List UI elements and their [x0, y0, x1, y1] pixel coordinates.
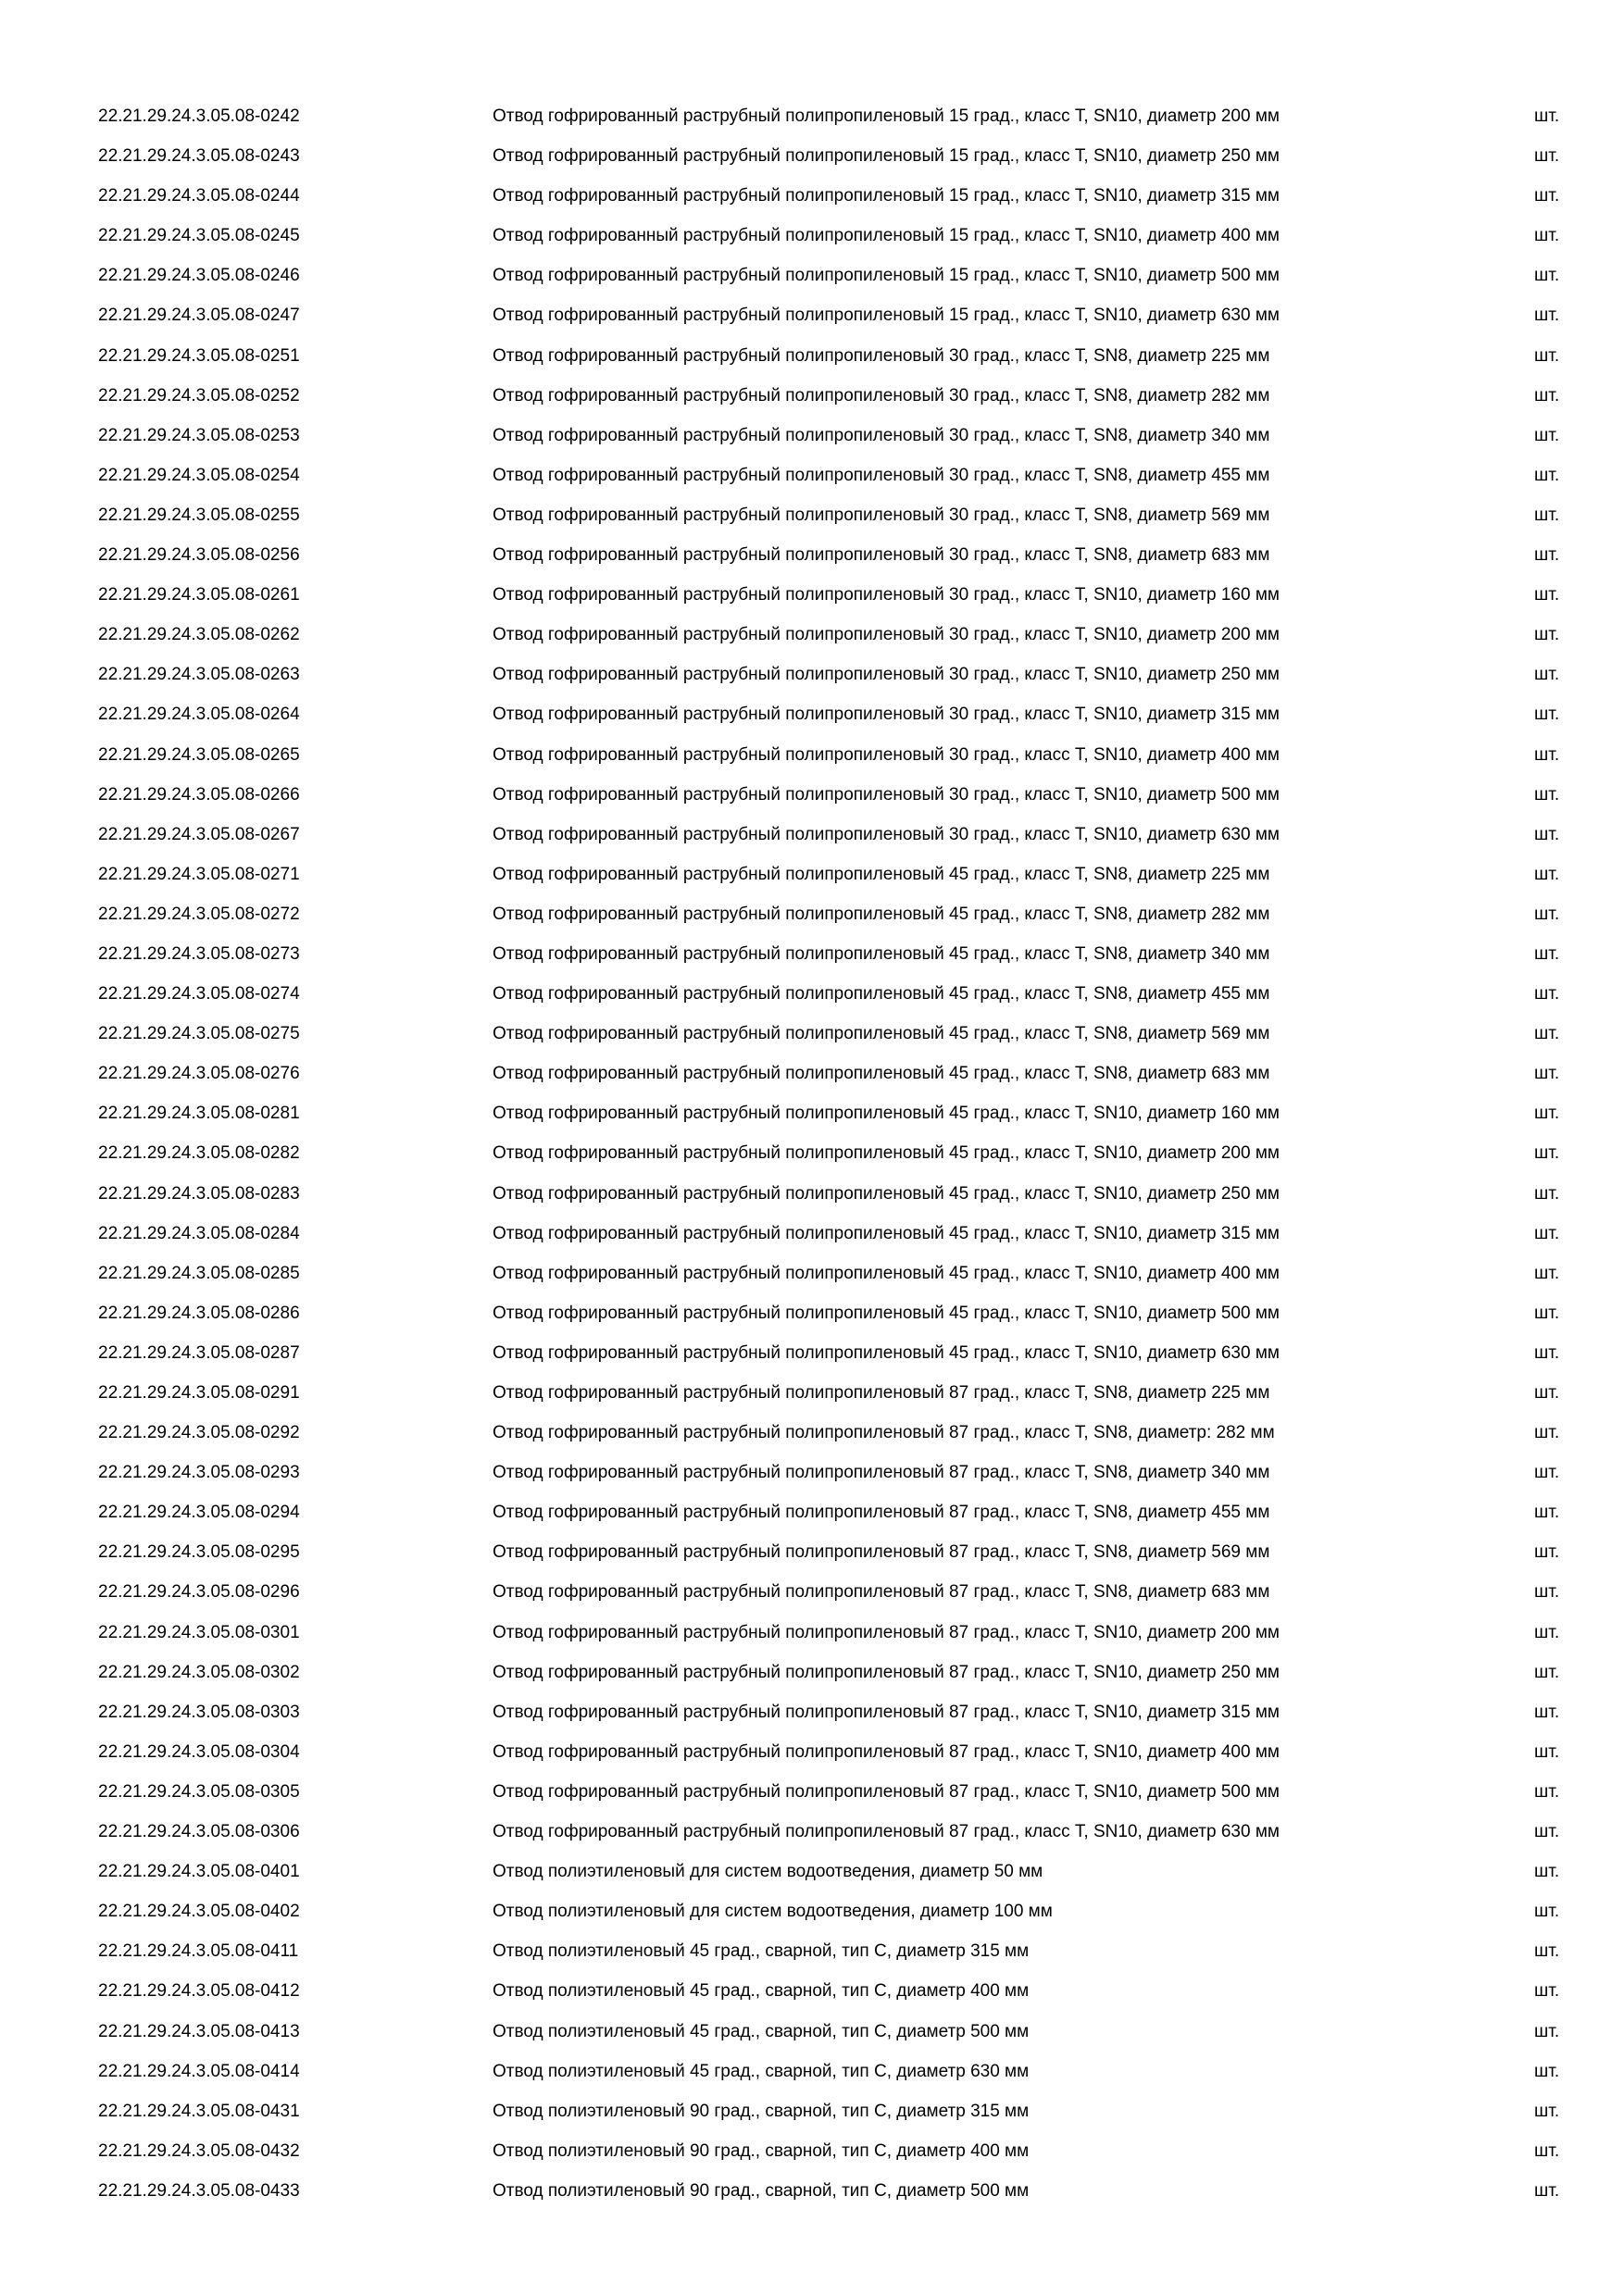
item-name: Отвод гофрированный раструбный полипропиленовый 30 град., класс Т, SN10, диаметр 250 мм [493, 665, 1280, 685]
item-name: Отвод гофрированный раструбный полипропиленовый 30 град., класс Т, SN10, диаметр 200 мм [493, 625, 1280, 645]
item-unit: шт. [1534, 2180, 1560, 2201]
item-name: Отвод гофрированный раструбный полипропиленовый 45 град., класс Т, SN10, диаметр 160 мм [493, 1104, 1280, 1124]
item-unit: шт. [1534, 1223, 1560, 1243]
table-row [98, 2141, 1580, 2181]
item-code: 22.21.29.24.3.05.08-0285 [98, 1263, 300, 1283]
item-name: Отвод гофрированный раструбный полипропиленовый 87 град., класс Т, SN10, диаметр 315 мм [493, 1702, 1280, 1722]
item-code: 22.21.29.24.3.05.08-0412 [98, 1981, 300, 2002]
item-code: 22.21.29.24.3.05.08-0301 [98, 1622, 300, 1642]
item-code: 22.21.29.24.3.05.08-0292 [98, 1423, 300, 1443]
item-name: Отвод гофрированный раструбный полипропиленовый 87 град., класс Т, SN8, диаметр 569 мм [493, 1542, 1270, 1563]
item-unit: шт. [1534, 1902, 1560, 1922]
table-row [98, 1902, 1580, 1941]
item-code: 22.21.29.24.3.05.08-0273 [98, 943, 300, 964]
table-row [98, 346, 1580, 386]
item-unit: шт. [1534, 585, 1560, 605]
item-unit: шт. [1534, 1862, 1560, 1882]
item-code: 22.21.29.24.3.05.08-0291 [98, 1383, 300, 1403]
table-row [98, 1423, 1580, 1463]
table-row [98, 1822, 1580, 1862]
item-unit: шт. [1534, 106, 1560, 126]
table-row [98, 386, 1580, 426]
item-code: 22.21.29.24.3.05.08-0401 [98, 1862, 300, 1882]
item-unit: шт. [1534, 1542, 1560, 1563]
table-row [98, 585, 1580, 625]
item-unit: шт. [1534, 864, 1560, 884]
item-name: Отвод полиэтиленовый для систем водоотведения, диаметр 50 мм [493, 1862, 1043, 1882]
item-code: 22.21.29.24.3.05.08-0243 [98, 146, 300, 167]
item-code: 22.21.29.24.3.05.08-0293 [98, 1463, 300, 1483]
item-unit: шт. [1534, 1702, 1560, 1722]
item-name: Отвод гофрированный раструбный полипропиленовый 87 град., класс Т, SN8, диаметр 340 мм [493, 1463, 1270, 1483]
item-unit: шт. [1534, 665, 1560, 685]
item-code: 22.21.29.24.3.05.08-0402 [98, 1902, 300, 1922]
item-unit: шт. [1534, 186, 1560, 206]
item-code: 22.21.29.24.3.05.08-0271 [98, 864, 300, 884]
item-code: 22.21.29.24.3.05.08-0282 [98, 1143, 300, 1164]
item-name: Отвод полиэтиленовый 90 град., сварной, тип С, диаметр 400 мм [493, 2140, 1030, 2161]
item-code: 22.21.29.24.3.05.08-0265 [98, 744, 300, 765]
item-name: Отвод гофрированный раструбный полипропиленовый 45 град., класс Т, SN8, диаметр 569 мм [493, 1024, 1270, 1044]
table-row [98, 1703, 1580, 1742]
item-name: Отвод гофрированный раструбный полипропиленовый 15 град., класс Т, SN10, диаметр 630 мм [493, 306, 1280, 326]
table-row [98, 1663, 1580, 1703]
table-row [98, 1742, 1580, 1782]
table-row [98, 1383, 1580, 1423]
item-code: 22.21.29.24.3.05.08-0246 [98, 266, 300, 286]
table-row [98, 1623, 1580, 1663]
table-row [98, 2102, 1580, 2141]
table-row [98, 106, 1580, 146]
item-unit: шт. [1534, 1822, 1560, 1842]
table-row [98, 905, 1580, 944]
item-unit: шт. [1534, 1183, 1560, 1204]
item-name: Отвод гофрированный раструбный полипропиленовый 15 град., класс Т, SN10, диаметр 315 мм [493, 186, 1280, 206]
item-code: 22.21.29.24.3.05.08-0304 [98, 1741, 300, 1762]
item-unit: шт. [1534, 1263, 1560, 1283]
item-code: 22.21.29.24.3.05.08-0296 [98, 1582, 300, 1603]
item-name: Отвод гофрированный раструбный полипропиленовый 45 град., класс Т, SN8, диаметр 455 мм [493, 984, 1270, 1004]
item-code: 22.21.29.24.3.05.08-0244 [98, 186, 300, 206]
item-unit: шт. [1534, 2021, 1560, 2041]
item-name: Отвод гофрированный раструбный полипропиленовый 87 град., класс Т, SN8, диаметр: 282 мм [493, 1423, 1275, 1443]
item-name: Отвод гофрированный раструбный полипропиленовый 87 град., класс Т, SN10, диаметр 400 мм [493, 1741, 1280, 1762]
table-row [98, 1941, 1580, 1981]
item-name: Отвод гофрированный раструбный полипропиленовый 30 град., класс Т, SN8, диаметр 340 мм [493, 425, 1270, 445]
item-name: Отвод гофрированный раструбный полипропиленовый 15 град., класс Т, SN10, диаметр 500 мм [493, 266, 1280, 286]
item-unit: шт. [1534, 625, 1560, 645]
table-row [98, 705, 1580, 744]
table-row [98, 1582, 1580, 1622]
item-name: Отвод полиэтиленовый 45 град., сварной, тип С, диаметр 400 мм [493, 1981, 1030, 2002]
item-name: Отвод гофрированный раструбный полипропиленовый 87 град., класс Т, SN8, диаметр 683 мм [493, 1582, 1270, 1603]
item-unit: шт. [1534, 2061, 1560, 2081]
item-name: Отвод гофрированный раструбный полипропиленовый 45 град., класс Т, SN8, диаметр 683 мм [493, 1064, 1270, 1084]
item-code: 22.21.29.24.3.05.08-0302 [98, 1662, 300, 1682]
item-code: 22.21.29.24.3.05.08-0274 [98, 984, 300, 1004]
item-name: Отвод гофрированный раструбный полипропиленовый 87 град., класс Т, SN10, диаметр 250 мм [493, 1662, 1280, 1682]
item-code: 22.21.29.24.3.05.08-0414 [98, 2061, 300, 2081]
item-name: Отвод гофрированный раструбный полипропиленовый 45 град., класс Т, SN8, диаметр 225 мм [493, 864, 1270, 884]
item-name: Отвод гофрированный раструбный полипропиленовый 30 град., класс Т, SN8, диаметр 225 мм [493, 345, 1270, 366]
item-code: 22.21.29.24.3.05.08-0255 [98, 505, 300, 525]
table-row [98, 625, 1580, 665]
item-unit: шт. [1534, 1941, 1560, 1962]
table-row [98, 2181, 1580, 2221]
table-row [98, 266, 1580, 306]
item-unit: шт. [1534, 1622, 1560, 1642]
item-name: Отвод гофрированный раструбный полипропиленовый 87 град., класс Т, SN8, диаметр 455 мм [493, 1503, 1270, 1523]
table-row [98, 1143, 1580, 1183]
item-name: Отвод полиэтиленовый 45 град., сварной, тип С, диаметр 500 мм [493, 2021, 1030, 2041]
item-unit: шт. [1534, 1981, 1560, 2002]
item-name: Отвод гофрированный раструбный полипропиленовый 15 град., класс Т, SN10, диаметр 400 мм [493, 226, 1280, 246]
item-name: Отвод гофрированный раструбный полипропиленовый 45 град., класс Т, SN10, диаметр 200 мм [493, 1143, 1280, 1164]
item-code: 22.21.29.24.3.05.08-0272 [98, 904, 300, 924]
item-unit: шт. [1534, 465, 1560, 485]
item-unit: шт. [1534, 425, 1560, 445]
item-unit: шт. [1534, 1383, 1560, 1403]
item-name: Отвод гофрированный раструбный полипропиленовый 15 град., класс Т, SN10, диаметр 250 мм [493, 146, 1280, 167]
item-unit: шт. [1534, 505, 1560, 525]
item-code: 22.21.29.24.3.05.08-0261 [98, 585, 300, 605]
table-row [98, 1862, 1580, 1902]
item-unit: шт. [1534, 1781, 1560, 1802]
item-code: 22.21.29.24.3.05.08-0283 [98, 1183, 300, 1204]
item-unit: шт. [1534, 1662, 1560, 1682]
item-unit: шт. [1534, 266, 1560, 286]
item-code: 22.21.29.24.3.05.08-0281 [98, 1104, 300, 1124]
table-row [98, 865, 1580, 905]
table-row [98, 2062, 1580, 2102]
table-row [98, 186, 1580, 226]
item-name: Отвод гофрированный раструбный полипропиленовый 87 град., класс Т, SN10, диаметр 630 мм [493, 1822, 1280, 1842]
item-unit: шт. [1534, 1582, 1560, 1603]
item-name: Отвод гофрированный раструбный полипропиленовый 15 град., класс Т, SN10, диаметр 200 мм [493, 106, 1280, 126]
item-name: Отвод гофрированный раструбный полипропиленовый 30 град., класс Т, SN8, диаметр 455 мм [493, 465, 1270, 485]
item-code: 22.21.29.24.3.05.08-0252 [98, 385, 300, 406]
table-row [98, 1503, 1580, 1542]
item-unit: шт. [1534, 1741, 1560, 1762]
item-unit: шт. [1534, 1423, 1560, 1443]
table-row [98, 1224, 1580, 1264]
item-code: 22.21.29.24.3.05.08-0432 [98, 2140, 300, 2161]
table-row [98, 1064, 1580, 1104]
table-row [98, 545, 1580, 585]
item-code: 22.21.29.24.3.05.08-0287 [98, 1342, 300, 1363]
item-unit: шт. [1534, 984, 1560, 1004]
item-code: 22.21.29.24.3.05.08-0247 [98, 306, 300, 326]
item-name: Отвод гофрированный раструбный полипропиленовый 30 град., класс Т, SN10, диаметр 160 мм [493, 585, 1280, 605]
table-row [98, 1782, 1580, 1822]
item-name: Отвод гофрированный раструбный полипропиленовый 45 град., класс Т, SN10, диаметр 250 мм [493, 1183, 1280, 1204]
table-row [98, 1104, 1580, 1143]
table-row [98, 1981, 1580, 2021]
table-row [98, 944, 1580, 984]
item-code: 22.21.29.24.3.05.08-0433 [98, 2180, 300, 2201]
table-row [98, 1264, 1580, 1304]
item-name: Отвод полиэтиленовый 45 град., сварной, тип С, диаметр 315 мм [493, 1941, 1030, 1962]
item-name: Отвод гофрированный раструбный полипропиленовый 30 град., класс Т, SN8, диаметр 282 мм [493, 385, 1270, 406]
item-name: Отвод полиэтиленовый 45 град., сварной, тип С, диаметр 630 мм [493, 2061, 1030, 2081]
item-code: 22.21.29.24.3.05.08-0431 [98, 2101, 300, 2121]
item-code: 22.21.29.24.3.05.08-0264 [98, 705, 300, 725]
item-name: Отвод гофрированный раструбный полипропиленовый 45 град., класс Т, SN10, диаметр 630 мм [493, 1342, 1280, 1363]
table-row [98, 466, 1580, 505]
item-name: Отвод гофрированный раструбный полипропиленовый 30 град., класс Т, SN10, диаметр 500 мм [493, 784, 1280, 805]
table-row [98, 1343, 1580, 1383]
item-code: 22.21.29.24.3.05.08-0305 [98, 1781, 300, 1802]
item-unit: шт. [1534, 784, 1560, 805]
item-name: Отвод гофрированный раструбный полипропиленовый 30 град., класс Т, SN10, диаметр 315 мм [493, 705, 1280, 725]
item-unit: шт. [1534, 385, 1560, 406]
item-name: Отвод гофрированный раструбный полипропиленовый 30 град., класс Т, SN8, диаметр 569 мм [493, 505, 1270, 525]
item-code: 22.21.29.24.3.05.08-0263 [98, 665, 300, 685]
item-unit: шт. [1534, 2101, 1560, 2121]
item-unit: шт. [1534, 943, 1560, 964]
table-row [98, 505, 1580, 545]
table-row [98, 665, 1580, 705]
item-code: 22.21.29.24.3.05.08-0256 [98, 545, 300, 566]
item-code: 22.21.29.24.3.05.08-0413 [98, 2021, 300, 2041]
table-row [98, 745, 1580, 785]
item-unit: шт. [1534, 1024, 1560, 1044]
table-row [98, 1184, 1580, 1224]
item-unit: шт. [1534, 1503, 1560, 1523]
item-unit: шт. [1534, 1104, 1560, 1124]
item-code: 22.21.29.24.3.05.08-0254 [98, 465, 300, 485]
item-unit: шт. [1534, 904, 1560, 924]
item-code: 22.21.29.24.3.05.08-0286 [98, 1303, 300, 1323]
item-code: 22.21.29.24.3.05.08-0245 [98, 226, 300, 246]
item-name: Отвод гофрированный раструбный полипропиленовый 45 град., класс Т, SN8, диаметр 340 мм [493, 943, 1270, 964]
table-row [98, 146, 1580, 186]
table-row [98, 785, 1580, 825]
item-unit: шт. [1534, 1463, 1560, 1483]
item-unit: шт. [1534, 146, 1560, 167]
item-unit: шт. [1534, 1064, 1560, 1084]
item-code: 22.21.29.24.3.05.08-0294 [98, 1503, 300, 1523]
item-code: 22.21.29.24.3.05.08-0253 [98, 425, 300, 445]
item-unit: шт. [1534, 306, 1560, 326]
item-unit: шт. [1534, 1342, 1560, 1363]
item-name: Отвод гофрированный раструбный полипропиленовый 30 град., класс Т, SN10, диаметр 400 мм [493, 744, 1280, 765]
table-row [98, 1463, 1580, 1503]
table-row [98, 2022, 1580, 2062]
item-code: 22.21.29.24.3.05.08-0411 [98, 1941, 299, 1962]
item-name: Отвод полиэтиленовый 90 град., сварной, тип С, диаметр 500 мм [493, 2180, 1030, 2201]
item-name: Отвод гофрированный раструбный полипропиленовый 30 град., класс Т, SN10, диаметр 630 мм [493, 824, 1280, 844]
item-unit: шт. [1534, 226, 1560, 246]
item-unit: шт. [1534, 545, 1560, 566]
table-row [98, 226, 1580, 266]
item-code: 22.21.29.24.3.05.08-0266 [98, 784, 300, 805]
item-unit: шт. [1534, 1303, 1560, 1323]
item-name: Отвод гофрированный раструбный полипропиленовый 45 град., класс Т, SN10, диаметр 500 мм [493, 1303, 1280, 1323]
item-unit: шт. [1534, 345, 1560, 366]
item-unit: шт. [1534, 1143, 1560, 1164]
item-code: 22.21.29.24.3.05.08-0295 [98, 1542, 300, 1563]
item-name: Отвод гофрированный раструбный полипропиленовый 45 град., класс Т, SN8, диаметр 282 мм [493, 904, 1270, 924]
item-name: Отвод полиэтиленовый для систем водоотведения, диаметр 100 мм [493, 1902, 1053, 1922]
table-row [98, 1024, 1580, 1064]
item-name: Отвод гофрированный раструбный полипропиленовый 30 град., класс Т, SN8, диаметр 683 мм [493, 545, 1270, 566]
item-code: 22.21.29.24.3.05.08-0284 [98, 1223, 300, 1243]
item-name: Отвод гофрированный раструбный полипропиленовый 87 град., класс Т, SN10, диаметр 500 мм [493, 1781, 1280, 1802]
item-unit: шт. [1534, 2140, 1560, 2161]
price-list-table [98, 106, 1580, 2221]
item-unit: шт. [1534, 705, 1560, 725]
item-unit: шт. [1534, 744, 1560, 765]
table-row [98, 825, 1580, 865]
item-name: Отвод полиэтиленовый 90 град., сварной, тип С, диаметр 315 мм [493, 2101, 1030, 2121]
table-row [98, 426, 1580, 466]
item-name: Отвод гофрированный раструбный полипропиленовый 45 град., класс Т, SN10, диаметр 315 мм [493, 1223, 1280, 1243]
item-code: 22.21.29.24.3.05.08-0251 [98, 345, 300, 366]
table-row [98, 1304, 1580, 1343]
item-code: 22.21.29.24.3.05.08-0303 [98, 1702, 300, 1722]
item-unit: шт. [1534, 824, 1560, 844]
table-row [98, 984, 1580, 1024]
item-code: 22.21.29.24.3.05.08-0242 [98, 106, 300, 126]
table-row [98, 306, 1580, 345]
item-name: Отвод гофрированный раструбный полипропиленовый 87 град., класс Т, SN8, диаметр 225 мм [493, 1383, 1270, 1403]
item-code: 22.21.29.24.3.05.08-0306 [98, 1822, 300, 1842]
item-code: 22.21.29.24.3.05.08-0262 [98, 625, 300, 645]
item-name: Отвод гофрированный раструбный полипропиленовый 87 град., класс Т, SN10, диаметр 200 мм [493, 1622, 1280, 1642]
item-name: Отвод гофрированный раструбный полипропиленовый 45 град., класс Т, SN10, диаметр 400 мм [493, 1263, 1280, 1283]
item-code: 22.21.29.24.3.05.08-0267 [98, 824, 300, 844]
item-code: 22.21.29.24.3.05.08-0276 [98, 1064, 300, 1084]
item-code: 22.21.29.24.3.05.08-0275 [98, 1024, 300, 1044]
table-row [98, 1542, 1580, 1582]
